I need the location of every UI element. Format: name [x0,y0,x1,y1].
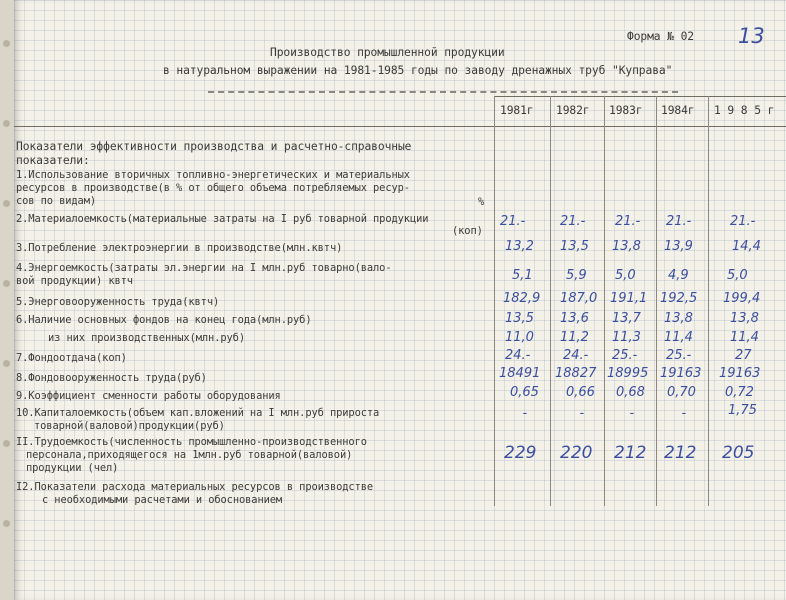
table-top-border [494,96,786,97]
value-cell: 182,9 [503,291,541,306]
value-cell: 21.- [560,214,586,229]
column-divider [604,96,605,506]
binder-spine [0,0,15,600]
row-label: из них производственных(млн.руб) [48,332,245,344]
value-cell: 21.- [666,214,692,229]
row-label: (коп) [452,225,483,237]
value-cell: 13,8 [730,311,759,326]
column-divider [708,96,709,506]
value-cell: 11,2 [560,330,589,345]
year-header: 1 9 8 5 г [714,104,775,117]
value-cell: 0,72 [725,385,754,400]
value-cell: 11,4 [664,330,693,345]
row-label: персонала,приходящегося на 1млн.руб товарной(валовой) [26,449,353,461]
page-number: 13 [738,24,765,48]
value-cell: 205 [722,443,755,463]
row-label: 9.Коэффициент сменности работы оборудования [16,390,281,402]
table-header-border [14,126,786,127]
value-cell: 19163 [719,366,761,381]
value-cell: 192,5 [660,291,698,306]
value-cell: 5,0 [727,268,748,283]
value-cell: 13,8 [664,311,693,326]
value-cell: 18491 [499,366,541,381]
row-label: 3.Потребление электроэнергии в производстве(млн.квтч) [16,242,343,254]
value-cell: 5,0 [615,268,636,283]
form-number: Форма № 02 [627,30,695,43]
value-cell: 187,0 [560,291,598,306]
value-cell: 0,65 [510,385,539,400]
value-cell: 13,8 [612,239,641,254]
title-line-1: Производство промышленной продукции [270,46,505,59]
value-cell: 14,4 [732,239,761,254]
row-label: товарной(валовой)продукции(руб) [34,420,225,432]
value-cell: 18995 [607,366,649,381]
value-cell: 229 [504,443,537,463]
value-cell: 5,9 [566,268,587,283]
value-cell: 0,66 [566,385,595,400]
title-line-2: в натуральном выражении на 1981-1985 годы по заводу дренажных труб "Куправа" [163,64,673,77]
value-cell: 0,68 [616,385,645,400]
row-label: 2.Материалоемкость(материальные затраты на I руб товарной продукции [16,213,429,225]
value-cell: 199,4 [723,291,761,306]
value-cell: 13,5 [560,239,589,254]
row-label: 10.Капиталоемкость(объем кап.вложений на I млн.руб прироста [16,407,380,419]
value-cell: 25.- [612,348,638,363]
column-divider [656,96,657,506]
row-label: 6.Наличие основных фондов на конец года(млн.руб) [16,314,312,326]
row-label: сов по видам) [16,195,97,207]
value-cell: 1,75 [728,403,757,418]
section-heading: показатели: [16,154,90,167]
value-cell: 11,0 [505,330,534,345]
row-label: 8.Фондовооруженность труда(руб) [16,372,207,384]
value-cell: 191,1 [610,291,648,306]
year-header: 1984г [661,104,695,117]
row-label: 1.Использование вторичных топливно-энергетических и материальных [16,169,410,181]
value-cell: - [628,406,636,421]
value-cell: 11,4 [730,330,759,345]
value-cell: 13,5 [505,311,534,326]
value-cell: 4,9 [668,268,689,283]
row-label: 5.Энерговооруженность труда(квтч) [16,296,220,308]
row-label: с необходимыми расчетами и обоснованием [42,494,283,506]
section-heading: Показатели эффективности производства и расчетно-справочные [16,140,412,153]
row-label: продукции (чел) [26,462,119,474]
value-cell: 13,9 [664,239,693,254]
row-label: вой продукции) квтч [16,275,133,287]
row-label: 7.Фондоотдача(коп) [16,352,127,364]
value-cell: 18827 [555,366,597,381]
title-underline [208,91,678,93]
value-cell: 24.- [563,348,589,363]
column-divider [494,96,495,506]
value-cell: 27 [735,348,752,363]
row-label: II.Трудоемкость(численность промышленно-производственного [16,436,367,448]
row-unit: % [478,196,485,208]
value-cell: 212 [614,443,647,463]
value-cell: 21.- [615,214,641,229]
row-label: ресурсов в производстве(в % от общего объема потребляемых ресур- [16,182,410,194]
year-header: 1983г [609,104,643,117]
value-cell: - [680,406,688,421]
value-cell: 5,1 [512,268,533,283]
value-cell: 11,3 [612,330,641,345]
value-cell: 220 [560,443,593,463]
year-header: 1982г [556,104,590,117]
value-cell: 21.- [730,214,756,229]
value-cell: 19163 [660,366,702,381]
value-cell: 13,2 [505,239,534,254]
value-cell: 0,70 [667,385,696,400]
value-cell: 212 [664,443,697,463]
value-cell: 13,7 [612,311,641,326]
value-cell: 24.- [505,348,531,363]
value-cell: - [578,406,586,421]
value-cell: 13,6 [560,311,589,326]
row-label: 4.Энергоемкость(затраты эл.энергии на I млн.руб товарно(вало- [16,262,392,274]
column-divider [550,96,551,506]
value-cell: 21.- [500,214,526,229]
row-label: I2.Показатели расхода материальных ресурсов в производстве [16,481,374,493]
value-cell: 25.- [666,348,692,363]
value-cell: - [521,406,529,421]
year-header: 1981г [500,104,534,117]
